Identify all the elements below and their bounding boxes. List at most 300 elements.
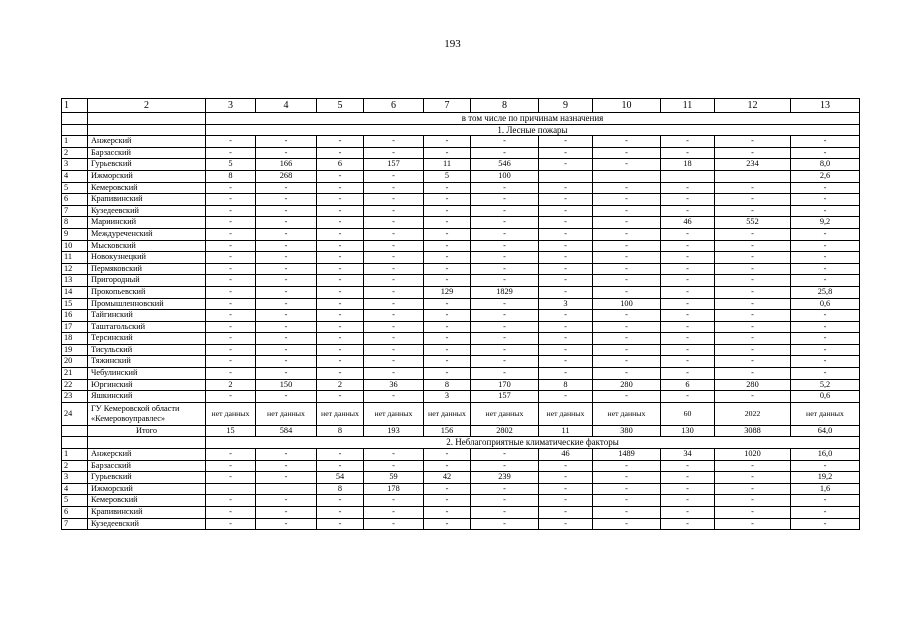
value-cell [661,170,715,182]
value-cell: 19,2 [791,472,860,484]
district-name: Терсинский [88,333,206,345]
value-cell: нет данных [317,402,364,425]
value-cell: - [791,240,860,252]
table-row [62,333,860,345]
value-cell: - [317,368,364,380]
value-cell: 157 [364,159,424,171]
value-cell: 0,6 [791,298,860,310]
value-cell: - [206,205,256,217]
column-header: 1 [62,99,88,113]
value-cell: - [593,228,661,240]
value-cell: - [539,368,593,380]
value-cell: 150 [256,379,317,391]
value-cell: - [256,228,317,240]
value-cell: - [317,275,364,287]
value-cell: - [256,310,317,322]
value-cell: 129 [424,286,471,298]
table-row [62,159,860,171]
row-number: 7 [62,518,88,530]
table-row [62,321,860,333]
district-name: Ижморский [88,483,206,495]
value-cell: - [317,449,364,461]
value-cell: - [256,298,317,310]
section-title: 1. Лесные пожары [206,124,860,136]
value-cell: 239 [471,472,539,484]
value-cell: - [539,333,593,345]
total-value: 11 [539,425,593,437]
page-number: 193 [444,38,461,50]
value-cell: 8 [317,483,364,495]
value-cell: 1489 [593,449,661,461]
value-cell: - [715,333,791,345]
value-cell: - [661,252,715,264]
value-cell: - [364,286,424,298]
value-cell: 8,0 [791,159,860,171]
value-cell: - [256,356,317,368]
total-value: 156 [424,425,471,437]
district-name: Кузедеевский [88,518,206,530]
value-cell: - [424,518,471,530]
value-cell: - [317,194,364,206]
column-header: 13 [791,99,860,113]
table-row [62,518,860,530]
value-cell: - [593,275,661,287]
value-cell: - [424,321,471,333]
value-cell: - [593,136,661,148]
value-cell: - [593,263,661,275]
value-cell: - [206,228,256,240]
value-cell: - [317,286,364,298]
value-cell: - [791,263,860,275]
value-cell: 100 [593,298,661,310]
total-row [62,425,860,437]
value-cell: - [791,344,860,356]
value-cell: - [364,147,424,159]
value-cell: нет данных [424,402,471,425]
value-cell: - [256,217,317,229]
value-cell: - [364,194,424,206]
value-cell: 2 [206,379,256,391]
table-row [62,194,860,206]
value-cell: 268 [256,170,317,182]
value-cell: - [206,182,256,194]
value-cell: - [539,460,593,472]
value-cell: - [791,205,860,217]
table-row [62,402,860,425]
value-cell: - [539,252,593,264]
value-cell: - [424,495,471,507]
row-number: 14 [62,286,88,298]
row-number: 20 [62,356,88,368]
row-number: 9 [62,228,88,240]
table-row [62,252,860,264]
row-number: 1 [62,449,88,461]
table-row [62,368,860,380]
district-name: Таштагольский [88,321,206,333]
column-header: 2 [88,99,206,113]
value-cell: - [539,217,593,229]
row-number: 2 [62,460,88,472]
value-cell: - [256,263,317,275]
value-cell: - [791,275,860,287]
value-cell: - [715,205,791,217]
empty-cell [62,124,88,136]
value-cell: нет данных [539,402,593,425]
value-cell: - [791,368,860,380]
value-cell: - [471,495,539,507]
column-header: 5 [317,99,364,113]
value-cell: - [206,136,256,148]
value-cell: - [715,263,791,275]
value-cell: - [715,495,791,507]
value-cell: - [256,344,317,356]
value-cell: 552 [715,217,791,229]
value-cell: - [317,240,364,252]
table-row [62,460,860,472]
value-cell: 280 [715,379,791,391]
value-cell: - [715,310,791,322]
value-cell: - [471,194,539,206]
value-cell: - [317,495,364,507]
row-number: 4 [62,483,88,495]
value-cell: - [424,344,471,356]
value-cell: - [317,170,364,182]
district-name: Яшкинский [88,391,206,403]
value-cell: - [471,275,539,287]
value-cell: - [661,182,715,194]
district-name: Гурьевский [88,159,206,171]
empty-cell [62,113,88,125]
value-cell: - [593,368,661,380]
value-cell: 1,6 [791,483,860,495]
value-cell: - [364,170,424,182]
value-cell: 1020 [715,449,791,461]
value-cell: - [364,252,424,264]
district-name: Междуреченский [88,228,206,240]
value-cell: - [661,507,715,519]
value-cell: - [424,368,471,380]
value-cell: - [539,182,593,194]
value-cell: - [593,182,661,194]
value-cell: - [715,321,791,333]
value-cell: - [364,333,424,345]
district-name: Анжерский [88,449,206,461]
value-cell: - [661,147,715,159]
total-value: 3088 [715,425,791,437]
value-cell: - [364,356,424,368]
value-cell: - [593,147,661,159]
value-cell: - [539,286,593,298]
value-cell: 9,2 [791,217,860,229]
column-header: 8 [471,99,539,113]
value-cell: - [791,356,860,368]
value-cell: - [661,136,715,148]
value-cell: - [256,518,317,530]
value-cell: - [539,228,593,240]
value-cell: - [539,507,593,519]
value-cell: 46 [661,217,715,229]
value-cell: - [791,460,860,472]
value-cell: - [791,310,860,322]
row-number: 8 [62,217,88,229]
value-cell: 6 [317,159,364,171]
row-number: 6 [62,507,88,519]
value-cell: - [661,286,715,298]
value-cell: 5 [424,170,471,182]
empty-cell [88,113,206,125]
value-cell: - [593,217,661,229]
value-cell: - [715,182,791,194]
value-cell: - [206,217,256,229]
row-number: 1 [62,136,88,148]
value-cell: 59 [364,472,424,484]
value-cell: - [317,344,364,356]
value-cell: - [317,333,364,345]
value-cell: нет данных [364,402,424,425]
value-cell: - [593,391,661,403]
value-cell: 0,6 [791,391,860,403]
value-cell: - [206,310,256,322]
row-number: 5 [62,495,88,507]
value-cell: - [206,507,256,519]
value-cell: - [424,182,471,194]
value-cell: - [471,344,539,356]
value-cell: - [539,356,593,368]
value-cell: - [791,321,860,333]
column-header: 7 [424,99,471,113]
value-cell: - [256,507,317,519]
value-cell: - [364,391,424,403]
value-cell: - [593,286,661,298]
value-cell: - [539,391,593,403]
value-cell: - [364,321,424,333]
value-cell: - [471,483,539,495]
value-cell [256,483,317,495]
row-number: 5 [62,182,88,194]
value-cell: - [471,228,539,240]
value-cell: - [256,252,317,264]
column-header: 6 [364,99,424,113]
value-cell: - [593,460,661,472]
value-cell: - [791,136,860,148]
value-cell: - [471,518,539,530]
row-number: 3 [62,159,88,171]
value-cell: - [206,368,256,380]
district-name: Кемеровский [88,495,206,507]
value-cell: - [424,205,471,217]
row-number: 16 [62,310,88,322]
value-cell: - [661,460,715,472]
value-cell: - [206,356,256,368]
value-cell: - [471,356,539,368]
value-cell: - [593,321,661,333]
value-cell: - [661,194,715,206]
row-number: 12 [62,263,88,275]
value-cell: - [661,240,715,252]
value-cell: - [661,321,715,333]
value-cell: - [715,356,791,368]
row-number: 17 [62,321,88,333]
section-title: 2. Неблагоприятные климатические факторы [206,437,860,449]
value-cell: - [539,483,593,495]
value-cell: - [256,321,317,333]
value-cell: - [424,310,471,322]
value-cell: - [424,136,471,148]
value-cell: - [317,147,364,159]
table-row [62,298,860,310]
value-cell: - [206,298,256,310]
value-cell: - [206,147,256,159]
value-cell: - [539,518,593,530]
value-cell: - [206,286,256,298]
value-cell [206,483,256,495]
value-cell: - [317,321,364,333]
value-cell: - [471,136,539,148]
value-cell: - [206,333,256,345]
value-cell: - [715,507,791,519]
value-cell: - [317,252,364,264]
value-cell: - [256,495,317,507]
value-cell: - [471,333,539,345]
value-cell: - [715,240,791,252]
value-cell: - [317,507,364,519]
value-cell: - [791,252,860,264]
value-cell: 2 [317,379,364,391]
value-cell: 2022 [715,402,791,425]
value-cell: - [256,472,317,484]
value-cell: 60 [661,402,715,425]
value-cell: - [791,147,860,159]
table-row [62,263,860,275]
value-cell: - [256,275,317,287]
row-number: 2 [62,147,88,159]
value-cell: - [471,252,539,264]
table-row [62,310,860,322]
district-name: Тяжинский [88,356,206,368]
value-cell: - [424,228,471,240]
value-cell: - [715,368,791,380]
value-cell: - [593,240,661,252]
table-row [62,391,860,403]
value-cell: 3 [424,391,471,403]
value-cell: - [206,495,256,507]
value-cell: - [539,194,593,206]
value-cell: 2,6 [791,170,860,182]
value-cell: - [715,228,791,240]
value-cell: - [661,228,715,240]
table-row [62,228,860,240]
value-cell: - [424,240,471,252]
value-cell: - [661,310,715,322]
value-cell: - [256,286,317,298]
value-cell: - [661,483,715,495]
row-number: 7 [62,205,88,217]
value-cell: - [661,391,715,403]
value-cell: - [317,310,364,322]
value-cell: - [317,205,364,217]
value-cell: 8 [424,379,471,391]
value-cell: - [317,217,364,229]
column-header: 11 [661,99,715,113]
value-cell: - [661,356,715,368]
value-cell: - [424,333,471,345]
value-cell: - [791,194,860,206]
value-cell: - [715,136,791,148]
value-cell: - [206,275,256,287]
value-cell: - [715,147,791,159]
value-cell: 157 [471,391,539,403]
district-name: Барзасский [88,460,206,472]
value-cell: - [317,298,364,310]
value-cell: 18 [661,159,715,171]
value-cell: - [661,495,715,507]
value-cell: - [424,507,471,519]
value-cell: - [715,275,791,287]
value-cell: - [364,275,424,287]
value-cell: - [593,472,661,484]
value-cell: - [206,252,256,264]
table-row [62,483,860,495]
value-cell: - [364,182,424,194]
table-row [62,449,860,461]
value-cell: - [206,472,256,484]
value-cell: - [364,495,424,507]
value-cell: - [364,263,424,275]
value-cell: - [471,507,539,519]
value-cell: - [256,182,317,194]
value-cell: - [256,240,317,252]
value-cell: - [424,449,471,461]
value-cell: - [593,356,661,368]
value-cell: - [593,344,661,356]
value-cell: - [364,136,424,148]
district-name: Кемеровский [88,182,206,194]
district-name: Чебулинский [88,368,206,380]
row-number: 4 [62,170,88,182]
value-cell: - [539,240,593,252]
value-cell: - [256,136,317,148]
column-header: 9 [539,99,593,113]
table-row [62,344,860,356]
value-cell: - [206,240,256,252]
value-cell [593,170,661,182]
value-cell: - [661,344,715,356]
total-value: 64,0 [791,425,860,437]
total-value: 2802 [471,425,539,437]
value-cell: - [661,275,715,287]
empty-cell [62,425,88,437]
row-number: 10 [62,240,88,252]
value-cell [715,170,791,182]
value-cell: - [715,194,791,206]
value-cell: - [593,333,661,345]
value-cell: - [424,275,471,287]
value-cell: - [424,252,471,264]
value-cell: - [593,205,661,217]
value-cell: - [471,321,539,333]
value-cell: 11 [424,159,471,171]
district-name: Пригородный [88,275,206,287]
value-cell: нет данных [471,402,539,425]
value-cell: - [715,252,791,264]
value-cell: - [661,518,715,530]
value-cell: нет данных [206,402,256,425]
value-cell: - [424,460,471,472]
value-cell: - [539,495,593,507]
value-cell: - [424,356,471,368]
value-cell: - [206,391,256,403]
table-row [62,356,860,368]
